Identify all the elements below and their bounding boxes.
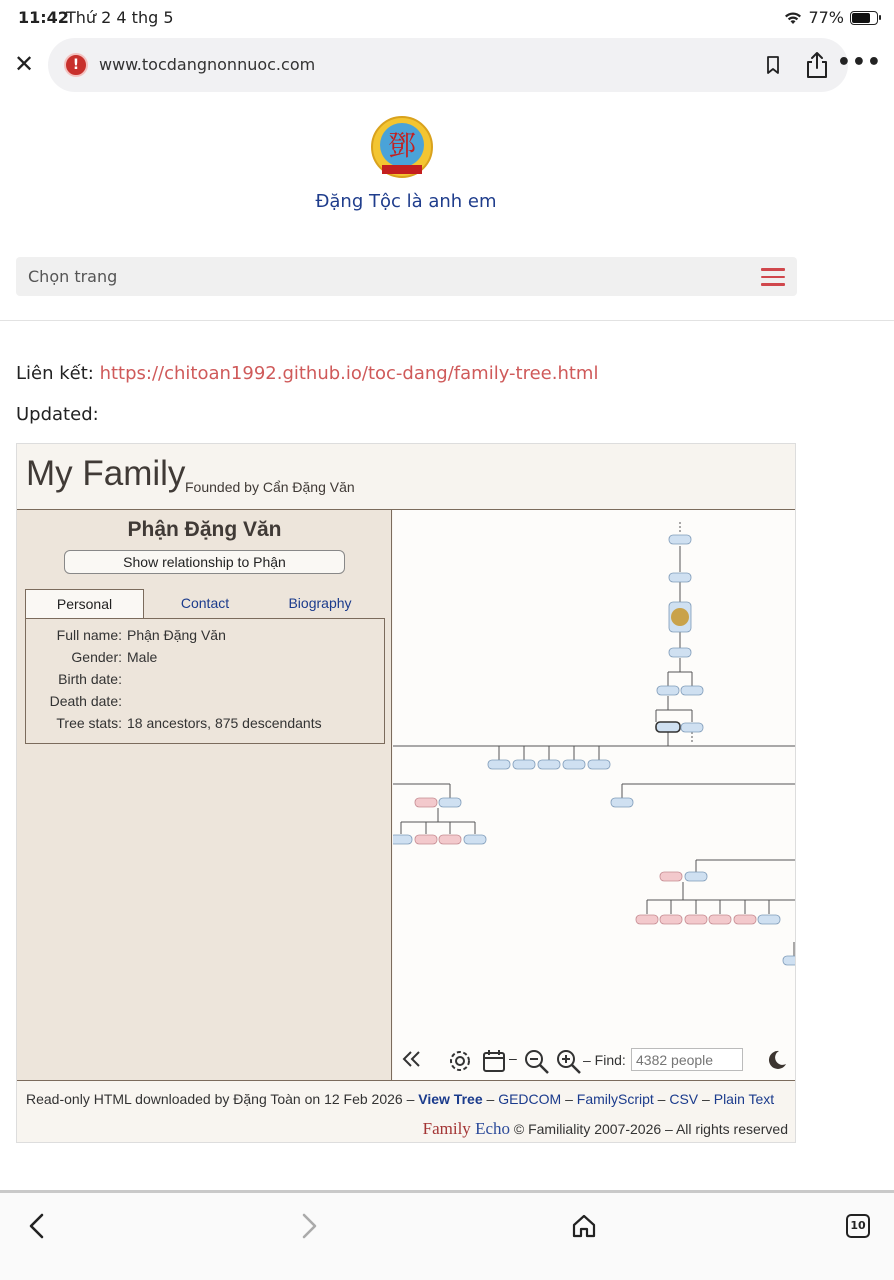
field-label: Gender: [71, 649, 122, 665]
link-label: Liên kết: [16, 363, 100, 384]
tab-personal[interactable]: Personal [25, 589, 144, 619]
calendar-icon[interactable] [481, 1048, 507, 1074]
link-paragraph [16, 363, 598, 384]
hamburger-menu-icon[interactable] [761, 268, 785, 286]
security-warning-icon[interactable]: ! [64, 53, 88, 77]
field-value: Phận Đặng Văn [127, 627, 226, 643]
zoom-in-icon[interactable] [555, 1048, 583, 1076]
field-label: Tree stats: [56, 715, 122, 731]
browser-toolbar [0, 36, 894, 94]
status-time: 11:42 [18, 8, 69, 27]
family-echo-header [17, 444, 796, 510]
status-bar [0, 0, 894, 36]
svg-text:鄧: 鄧 [387, 129, 417, 162]
battery-icon [850, 11, 878, 25]
address-bar[interactable] [48, 38, 848, 92]
tabs-count-button[interactable]: 10 [846, 1214, 870, 1238]
person-name: Phận Đặng Văn [127, 518, 282, 541]
plain-text-link[interactable]: Plain Text [713, 1091, 775, 1107]
browser-bottom-bar [0, 1190, 894, 1280]
brand-echo: Echo [475, 1119, 510, 1138]
updated-label: Updated: [16, 404, 99, 425]
personal-panel [25, 618, 385, 744]
footer-sep: – [653, 1091, 670, 1107]
bookmark-icon[interactable] [762, 54, 784, 76]
divider [0, 320, 894, 321]
site-tagline[interactable]: Đặng Tộc là anh em [315, 191, 497, 212]
footer-links [26, 1091, 774, 1107]
field-gender [26, 649, 384, 671]
tab-contact[interactable]: Contact [180, 595, 230, 611]
more-options-icon[interactable]: ••• [836, 50, 882, 75]
family-echo-logo[interactable] [423, 1119, 510, 1138]
battery-percent: 77% [808, 8, 844, 27]
settings-gear-icon[interactable] [447, 1048, 473, 1074]
collapse-panel-icon[interactable] [401, 1048, 423, 1070]
home-icon[interactable] [570, 1211, 598, 1241]
field-label: Death date: [49, 693, 122, 709]
find-people-input[interactable] [631, 1048, 743, 1071]
family-tree-link[interactable]: https://chitoan1992.github.io/toc-dang/family-tree.html [99, 363, 599, 384]
site-logo [370, 115, 434, 181]
copyright-text: © Familiality 2007-2026 – All rights reserved [513, 1121, 788, 1137]
status-indicators [784, 8, 878, 27]
page-select-label: Chọn trang [28, 267, 118, 286]
find-label: – Find: [583, 1052, 626, 1068]
footer-sep: – [561, 1091, 577, 1107]
family-tree-canvas[interactable] [393, 510, 796, 1080]
field-full-name [26, 627, 384, 649]
view-tree-link[interactable]: View Tree [418, 1091, 483, 1107]
tree-toolbar [393, 1040, 796, 1080]
footer-prefix: Read-only HTML downloaded by Đặng Toàn on 12 Feb 2026 – [26, 1091, 419, 1107]
toolbar-separator: – [509, 1050, 517, 1066]
footer-copyright [423, 1119, 788, 1139]
field-value: Male [127, 649, 158, 665]
zoom-out-icon[interactable] [523, 1048, 551, 1076]
family-founder: Founded by Cẩn Đặng Văn [185, 479, 355, 495]
field-death-date [26, 693, 384, 715]
person-details-panel [17, 510, 392, 1080]
field-label: Birth date: [58, 671, 122, 687]
brand-family: Family [422, 1119, 471, 1138]
field-birth-date [26, 671, 384, 693]
footer-sep: – [698, 1091, 714, 1107]
field-value: 18 ancestors, 875 descendants [127, 715, 322, 731]
page-select-menu[interactable] [16, 257, 797, 296]
family-tree-diagram[interactable] [393, 510, 796, 1080]
show-relationship-button[interactable]: Show relationship to Phận [64, 550, 345, 574]
familyscript-link[interactable]: FamilyScript [576, 1091, 654, 1107]
battery-fill [852, 13, 870, 23]
family-echo-embed [16, 443, 796, 1143]
field-tree-stats [26, 715, 384, 737]
details-tabs [25, 589, 385, 619]
gedcom-link[interactable]: GEDCOM [498, 1091, 562, 1107]
dark-mode-moon-icon[interactable] [765, 1048, 789, 1072]
family-title: My Family [26, 454, 186, 493]
family-echo-footer [17, 1080, 796, 1143]
back-arrow-icon[interactable] [24, 1211, 50, 1241]
field-label: Full name: [56, 627, 122, 643]
wifi-icon [784, 11, 802, 25]
csv-link[interactable]: CSV [669, 1091, 699, 1107]
status-date: Thứ 2 4 thg 5 [66, 8, 174, 27]
footer-sep: – [482, 1091, 499, 1107]
forward-arrow-icon[interactable] [296, 1211, 322, 1241]
share-icon[interactable] [804, 51, 830, 79]
url-text[interactable]: www.tocdangnonnuoc.com [99, 55, 316, 74]
close-icon[interactable]: ✕ [13, 50, 35, 78]
tab-biography[interactable]: Biography [288, 595, 352, 611]
